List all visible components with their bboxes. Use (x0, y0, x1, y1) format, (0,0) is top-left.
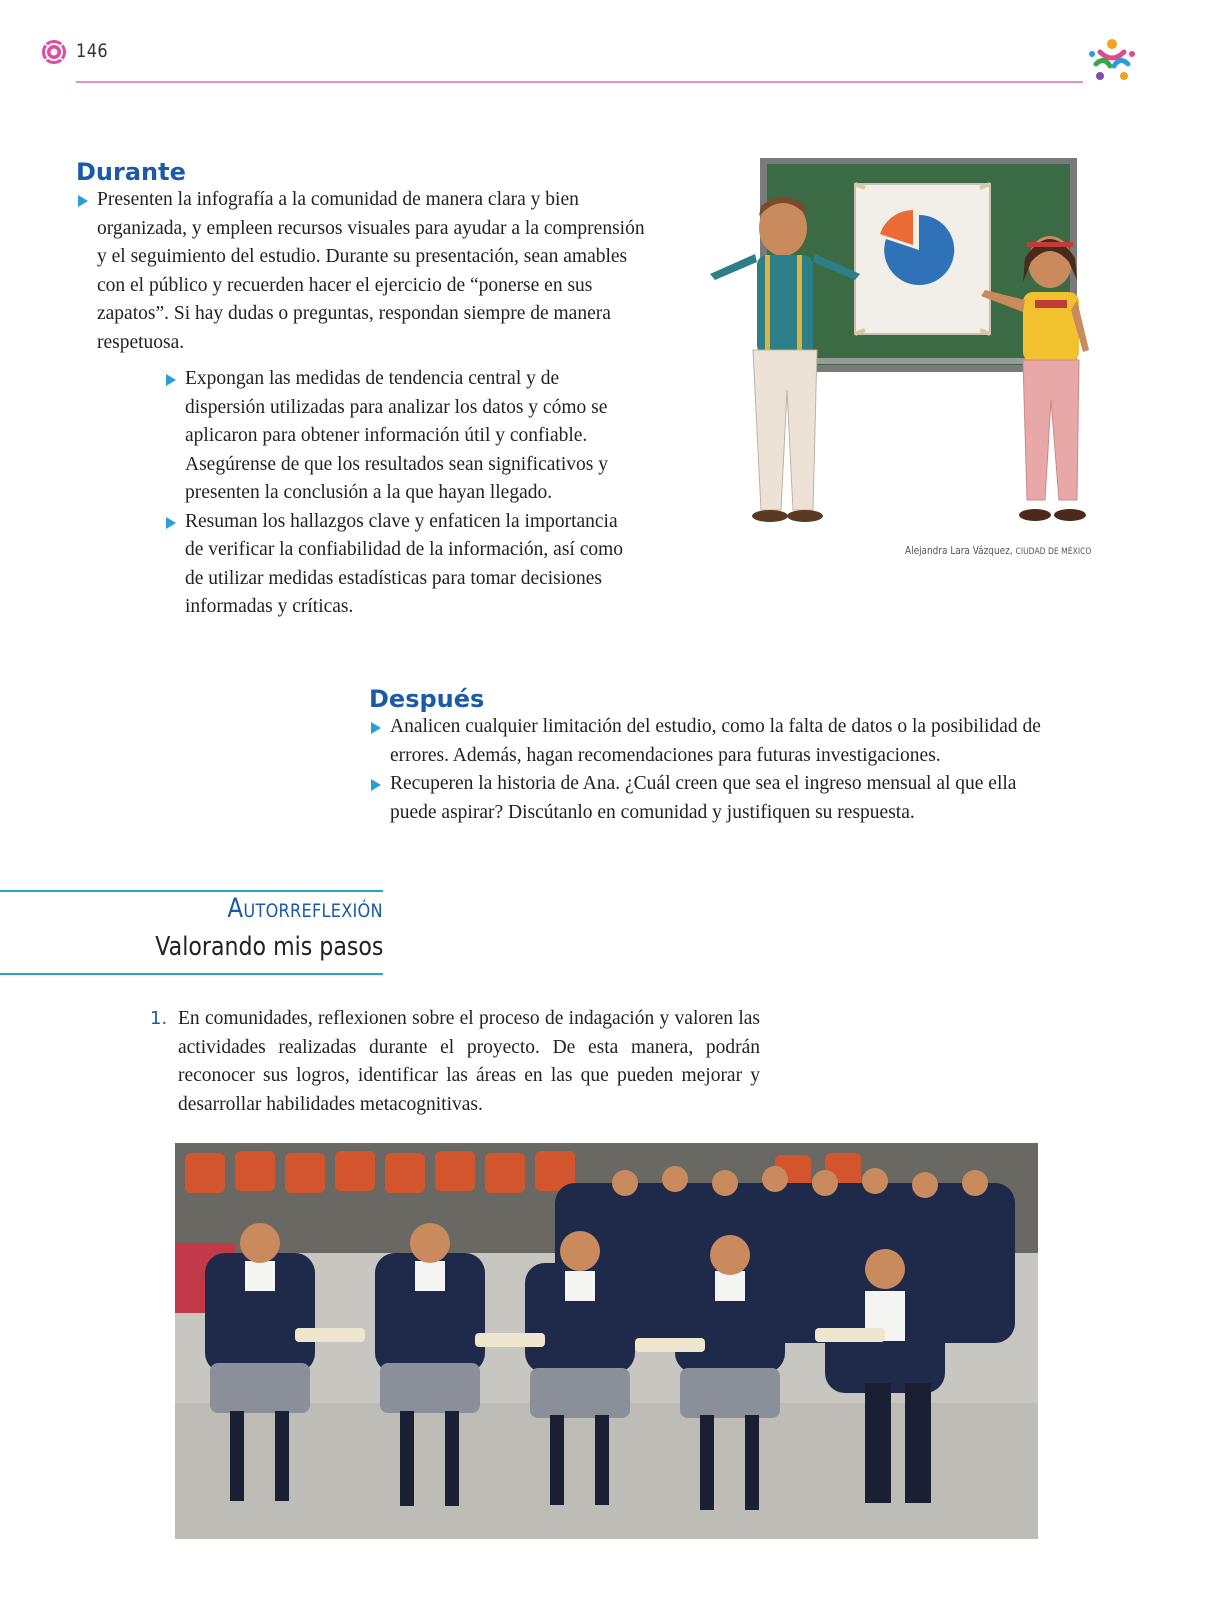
activity-item (150, 1005, 760, 1119)
despues-heading: Después (369, 685, 485, 713)
presentation-illustration (705, 150, 1125, 540)
community-logo-icon (1086, 34, 1138, 86)
despues-bullet: Analicen cualquier limitación del estudio, como la falta de datos o la posibilidad de errores. Además, hagan recomendaciones para futuras investigaciones. (369, 713, 1059, 770)
autorreflexion-subtitle: Valorando mis pasos (154, 932, 383, 962)
activity-number: 1. (150, 1008, 168, 1029)
autorreflexion-bottom-rule (0, 973, 383, 975)
durante-sub-bullet: Expongan las medidas de tendencia central y de dispersión utilizadas para analizar los datos y cómo se aplicaron para obtener información útil y confiable. Asegúrense de que los resultados sean significativos y presenten la conclusión a la que hayan llegado. (164, 365, 634, 508)
durante-bullet: Presenten la infografía a la comunidad de manera clara y bien organizada, y empleen recursos visuales para ayudar a la comprensión y el seguimiento del estudio. Durante su presentación, sean amables con el público y recuerden hacer el ejercicio de “ponerse en sus zapatos”. Si hay dudas o preguntas, respondan siempre de manera respetuosa. (76, 186, 655, 357)
autorreflexion-top-rule (0, 890, 383, 892)
credit-place: CIUDAD DE MÉXICO (1015, 547, 1092, 557)
durante-sub-bullet: Resuman los hallazgos clave y enfaticen la importancia de verificar la confiabilidad de la información, así como de utilizar medidas estadísticas para tomar decisiones informadas y críticas. (164, 508, 634, 622)
activity-text: En comunidades, reflexionen sobre el proceso de indagación y valoren las actividades realizadas durante el proyecto. De esta manera, podrán reconocer sus logros, identificar las áreas en las que pueden mejorar y desarrollar habilidades metacognitivas. (178, 1008, 760, 1115)
decorative-flower-icon (40, 38, 68, 66)
autorreflexion-title: Autorreflexión (227, 893, 383, 924)
durante-heading: Durante (76, 158, 186, 186)
header-divider (76, 81, 1083, 83)
illustration-credit (905, 545, 1091, 557)
page-number: 146 (76, 40, 109, 62)
durante-sub-list (164, 365, 634, 622)
durante-section (76, 158, 676, 357)
credit-name: Alejandra Lara Vázquez, (905, 545, 1013, 557)
students-photo (175, 1143, 1038, 1539)
despues-section (369, 685, 1059, 827)
despues-bullet: Recuperen la historia de Ana. ¿Cuál creen que sea el ingreso mensual al que ella puede aspirar? Discútanlo en comunidad y justifiquen su respuesta. (369, 770, 1059, 827)
